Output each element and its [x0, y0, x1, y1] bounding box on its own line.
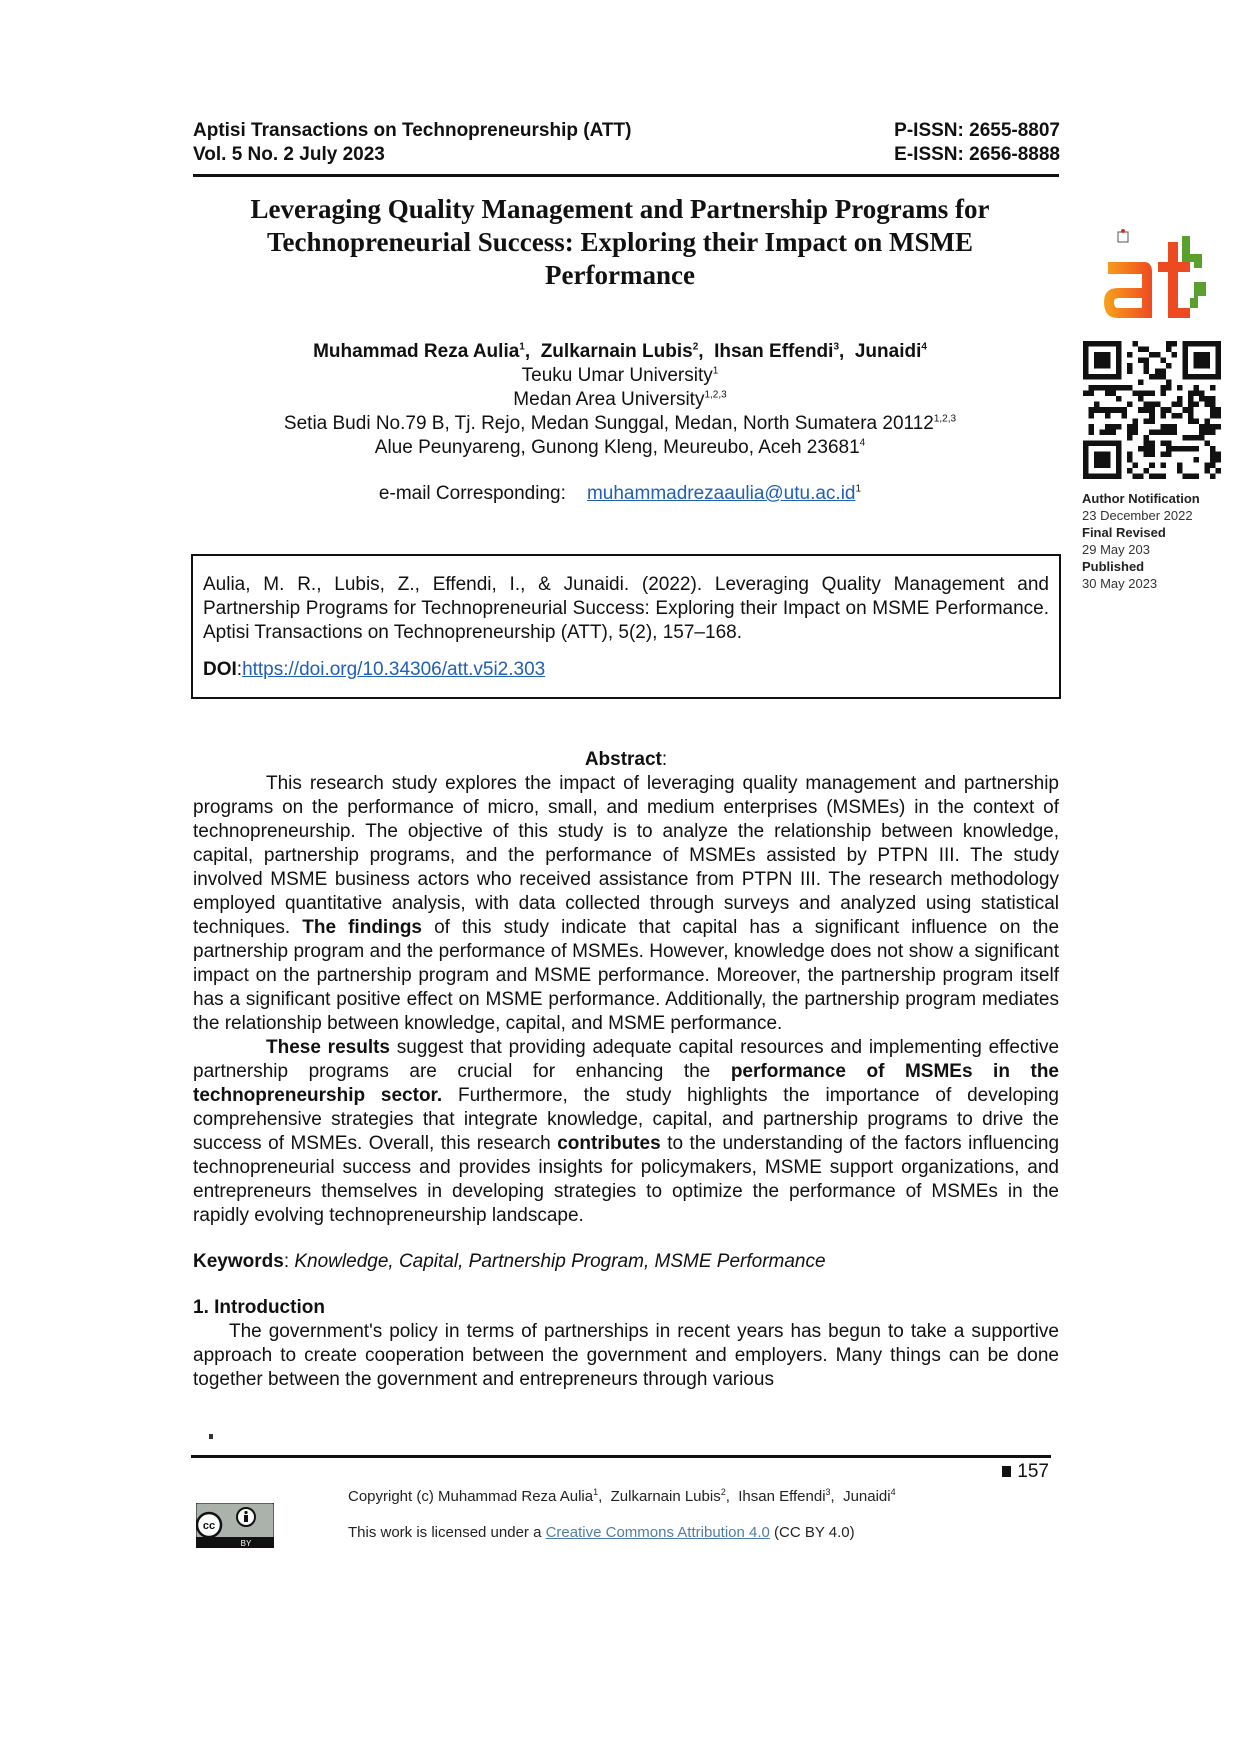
qr-module: [1182, 435, 1188, 441]
qr-module: [1210, 473, 1216, 479]
license-link[interactable]: Creative Commons Attribution 4.0: [545, 1524, 770, 1541]
date-label: Published: [1082, 559, 1145, 574]
qr-module: [1149, 429, 1155, 435]
qr-module: [1166, 451, 1172, 457]
qr-module: [1127, 402, 1133, 408]
abstract-emphasis: performance of MSMEs in the technopreneurship sector.: [193, 1061, 1059, 1106]
abstract-text: This research study explores the impact of leveraging quality management and partnership programs on the performance of micro, small, and medium enterprises (MSMEs) in the context of technopreneurship. The objective of this study is to analyze the relationship between knowledge, capital, partnership programs, and the performance of MSMEs assisted by PTPN III. The study involved MSME business actors who received assistance from PTPN III. The research methodology employed quantitative analysis, with data collected through surveys and analyzed using statistical techniques.: [193, 773, 1059, 938]
affiliation-marker: 4: [859, 437, 866, 449]
qr-module: [1105, 429, 1111, 435]
copyright-author: Junaidi: [843, 1488, 891, 1505]
abstract-text: Furthermore, the study highlights the importance of developing comprehensive strategies that integrate knowledge, capital, and partnership programs to drive the success of MSMEs. Overall, this research: [193, 1085, 1059, 1154]
abstract-emphasis: contributes: [557, 1133, 661, 1154]
qr-module: [1177, 468, 1183, 474]
qr-module: [1122, 413, 1128, 419]
qr-module: [1149, 352, 1155, 358]
footer-divider: [191, 1455, 1051, 1458]
citation-text: Aulia, M. R., Lubis, Z., Effendi, I., & Junaidi. (2022). Leveraging Quality Management and Partnership Programs for Technopreneurial Success: Exploring their Impact on MSME Performance. Aptisi Transactions on Technopreneurship (ATT), 5(2), 157–168.: [203, 574, 1049, 643]
qr-module: [1089, 413, 1095, 419]
qr-module: [1188, 435, 1194, 441]
address: [200, 412, 1040, 436]
qr-module: [1083, 391, 1089, 397]
qr-module: [1210, 462, 1216, 468]
author-names: Muhammad Reza Aulia$^1$, Zulkarnain Lubis$^2$, Ihsan Effendi$^3$, Junaidi$^4$: [313, 341, 927, 362]
book-icon: [1118, 229, 1128, 242]
qr-module: [1160, 440, 1166, 446]
qr-module: [1094, 385, 1100, 391]
qr-module: [1127, 429, 1133, 435]
qr-module: [1127, 451, 1133, 457]
qr-module: [1133, 473, 1139, 479]
author-name: Muhammad Reza Aulia: [313, 341, 520, 362]
affiliation-marker: 1: [855, 483, 862, 495]
qr-module: [1210, 413, 1216, 419]
affiliation-marker: 3: [833, 341, 839, 353]
qr-module: [1116, 396, 1122, 402]
qr-module: [1210, 396, 1216, 402]
affiliation-marker: 1: [593, 1487, 599, 1497]
doi-link[interactable]: https://doi.org/10.34306/att.v5i2.303: [242, 659, 546, 680]
qr-module: [1144, 402, 1150, 408]
abstract-text: to the understanding of the factors influencing technopreneurial success and provides insights for policymakers, MSME support organizations, and entrepreneurs themselves in developing strategies to optimize the performance of MSMEs in the rapidly evolving technopreneurship landscape.: [193, 1133, 1060, 1226]
att-logo: [1098, 228, 1214, 332]
corresponding-email: [200, 482, 1040, 506]
qr-module: [1144, 407, 1150, 413]
qr-module: [1210, 457, 1216, 463]
qr-module: [1160, 374, 1166, 380]
qr-module: [1204, 418, 1210, 424]
qr-module: [1171, 402, 1177, 408]
qr-module: [1171, 352, 1177, 358]
title-line: Performance: [545, 260, 695, 290]
qr-module: [1133, 341, 1139, 347]
qr-module: [1149, 473, 1155, 479]
qr-module: [1100, 429, 1106, 435]
qr-module: [1215, 468, 1221, 474]
attribution-icon: [237, 1508, 255, 1526]
qr-module: [1116, 385, 1122, 391]
qr-module: [1144, 418, 1150, 424]
qr-module: [1171, 341, 1177, 347]
qr-module: [1193, 435, 1199, 441]
affiliation-marker: 1: [712, 365, 719, 377]
qr-module: [1116, 424, 1122, 430]
abstract-paragraph: [193, 772, 1059, 1036]
qr-module: [1144, 347, 1150, 353]
qr-module: [1210, 446, 1216, 452]
qr-module: [1204, 429, 1210, 435]
affiliation-name: Teuku Umar University: [521, 365, 713, 386]
qr-module: [1193, 391, 1199, 397]
title-line: Leveraging Quality Management and Partnership Programs for: [250, 194, 990, 224]
keywords-values: Knowledge, Capital, Partnership Program, MSME Performance: [294, 1251, 826, 1272]
date-label: Author Notification: [1082, 491, 1200, 506]
qr-module: [1166, 429, 1172, 435]
qr-module: [1138, 446, 1144, 452]
qr-module: [1215, 457, 1221, 463]
address-text: Setia Budi No.79 B, Tj. Rejo, Medan Sunggal, Medan, North Sumatera 20112: [283, 413, 934, 434]
affiliation: [200, 364, 1040, 388]
page-number: [1002, 1461, 1049, 1483]
qr-module: [1127, 468, 1133, 474]
author-name: Ihsan Effendi: [714, 341, 834, 362]
qr-module: [1193, 402, 1199, 408]
qr-module: [1160, 462, 1166, 468]
abstract-emphasis: These results: [266, 1037, 390, 1058]
affiliation-marker: 1: [519, 341, 525, 353]
footnote-marker: [209, 1434, 213, 1439]
qr-module: [1210, 402, 1216, 408]
qr-module: [1171, 429, 1177, 435]
qr-module: [1138, 473, 1144, 479]
email-link[interactable]: muhammadrezaaulia@utu.ac.id: [586, 483, 856, 504]
qr-module: [1160, 429, 1166, 435]
copyright-text: Copyright (c) Muhammad Reza Aulia: [348, 1488, 594, 1505]
qr-module: [1188, 407, 1194, 413]
qr-module: [1166, 385, 1172, 391]
abstract-paragraph: [193, 1036, 1059, 1228]
qr-module: [1210, 385, 1216, 391]
svg-text:cc: cc: [202, 1520, 216, 1532]
qr-module: [1138, 391, 1144, 397]
qr-module: [1133, 391, 1139, 397]
qr-module: [1199, 391, 1205, 397]
qr-module: [1149, 418, 1155, 424]
abstract-emphasis: The findings: [302, 917, 422, 938]
qr-module: [1188, 418, 1194, 424]
qr-module: [1166, 363, 1172, 369]
qr-module: [1138, 380, 1144, 386]
doi-line: DOI:https://doi.org/10.34306/att.v5i2.303: [203, 659, 546, 680]
qr-module: [1215, 424, 1221, 430]
qr-module: [1171, 446, 1177, 452]
abstract-heading-text: Abstract: [584, 749, 662, 770]
qr-module: [1204, 396, 1210, 402]
journal-name: Aptisi Transactions on Technopreneurship (ATT): [193, 120, 632, 141]
qr-module: [1094, 402, 1100, 408]
keywords-label: Keywords: [193, 1251, 284, 1272]
qr-module: [1133, 424, 1139, 430]
qr-module: [1100, 407, 1106, 413]
affiliation-marker: 1,2,3: [933, 413, 957, 425]
qr-module: [1171, 424, 1177, 430]
qr-finder-pattern: [1083, 341, 1122, 380]
copyright-author: Zulkarnain Lubis: [610, 1488, 721, 1505]
qr-module: [1160, 385, 1166, 391]
journal-volume: Vol. 5 No. 2 July 2023: [193, 144, 385, 165]
qr-module: [1127, 424, 1133, 430]
qr-module: [1160, 391, 1166, 397]
qr-module: [1138, 358, 1144, 364]
qr-module: [1182, 473, 1188, 479]
qr-module: [1215, 413, 1221, 419]
journal-header: [193, 119, 631, 167]
qr-module: [1089, 391, 1095, 397]
qr-module: [1160, 407, 1166, 413]
date-value: 29 May 203: [1082, 542, 1150, 557]
qr-module: [1188, 446, 1194, 452]
qr-module: [1155, 374, 1161, 380]
qr-module: [1144, 369, 1150, 375]
qr-module: [1111, 424, 1117, 430]
qr-module: [1127, 385, 1133, 391]
p-issn: P-ISSN: 2655-8807: [894, 120, 1060, 141]
paper-title: [200, 193, 1040, 292]
qr-module: [1210, 407, 1216, 413]
qr-module: [1122, 407, 1128, 413]
affiliation-marker: 4: [921, 341, 927, 353]
affiliation-marker: 2: [692, 341, 699, 353]
qr-module: [1177, 396, 1183, 402]
qr-module: [1210, 451, 1216, 457]
qr-module: [1160, 358, 1166, 364]
title-line: Technopreneurial Success: Exploring their Impact on MSME: [266, 227, 974, 257]
qr-module: [1160, 451, 1166, 457]
qr-module: [1138, 347, 1144, 353]
author-name: Junaidi: [854, 341, 922, 362]
qr-module: [1188, 402, 1194, 408]
qr-module: [1138, 407, 1144, 413]
e-issn: E-ISSN: 2656-8888: [894, 144, 1060, 165]
keywords: Keywords: Knowledge, Capital, Partnership Program, MSME Performance: [193, 1251, 826, 1272]
qr-module: [1204, 440, 1210, 446]
qr-module: [1177, 402, 1183, 408]
qr-module: [1188, 396, 1194, 402]
address-text: Alue Peunyareng, Gunong Kleng, Meureubo, Aceh 23681: [374, 437, 860, 458]
qr-module: [1193, 457, 1199, 463]
qr-module: [1188, 413, 1194, 419]
qr-module: [1166, 440, 1172, 446]
qr-module: [1166, 407, 1172, 413]
qr-module: [1133, 429, 1139, 435]
qr-module: [1166, 446, 1172, 452]
qr-module: [1105, 413, 1111, 419]
qr-module: [1089, 407, 1095, 413]
qr-module: [1155, 429, 1161, 435]
affiliation-marker: 3: [825, 1487, 831, 1497]
qr-module: [1204, 462, 1210, 468]
cc-icon: [197, 1513, 221, 1537]
square-bullet-icon: [1002, 1466, 1011, 1477]
qr-module: [1171, 413, 1177, 419]
qr-module: [1105, 385, 1111, 391]
qr-module: [1188, 473, 1194, 479]
qr-module: [1127, 352, 1133, 358]
qr-module: [1155, 352, 1161, 358]
qr-module: [1127, 369, 1133, 375]
qr-module: [1105, 407, 1111, 413]
page-number-text: 157: [1017, 1461, 1049, 1482]
email-label: e-mail Corresponding:: [378, 483, 566, 504]
qr-module: [1149, 451, 1155, 457]
qr-module: [1204, 402, 1210, 408]
qr-module: [1089, 385, 1095, 391]
qr-module: [1177, 385, 1183, 391]
affiliation-marker: 1,2,3: [704, 389, 727, 401]
qr-module: [1105, 424, 1111, 430]
affiliation-marker: 4: [890, 1487, 896, 1497]
doi-label: DOI: [203, 659, 237, 680]
qr-module: [1177, 413, 1183, 419]
publication-dates: [1082, 490, 1200, 592]
abstract-heading: Abstract:: [584, 749, 668, 770]
qr-module: [1089, 424, 1095, 430]
qr-module: [1111, 385, 1117, 391]
address: [200, 436, 1040, 460]
qr-module: [1199, 424, 1205, 430]
qr-module: [1144, 451, 1150, 457]
license-notice: [348, 1524, 855, 1541]
qr-module: [1193, 385, 1199, 391]
qr-module: [1160, 424, 1166, 430]
qr-module: [1177, 446, 1183, 452]
qr-module: [1144, 363, 1150, 369]
copyright-author: Ihsan Effendi: [738, 1488, 826, 1505]
qr-module: [1210, 424, 1216, 430]
qr-module: [1210, 429, 1216, 435]
qr-module: [1160, 369, 1166, 375]
qr-module: [1177, 462, 1183, 468]
qr-module: [1155, 473, 1161, 479]
citation-box: [191, 554, 1061, 699]
cc-by-label: BY: [240, 1539, 252, 1548]
affiliation: [200, 388, 1040, 412]
qr-module: [1127, 363, 1133, 369]
qr-module: [1166, 341, 1172, 347]
qr-module: [1144, 391, 1150, 397]
qr-module: [1144, 468, 1150, 474]
qr-module: [1182, 407, 1188, 413]
qr-module: [1215, 407, 1221, 413]
qr-module: [1149, 402, 1155, 408]
qr-module: [1204, 468, 1210, 474]
qr-module: [1199, 435, 1205, 441]
abstract-section: [193, 748, 1059, 1392]
qr-module: [1089, 429, 1095, 435]
qr-module: [1193, 446, 1199, 452]
qr-module: [1122, 385, 1128, 391]
qr-module: [1149, 440, 1155, 446]
qr-module: [1215, 451, 1221, 457]
qr-module: [1160, 473, 1166, 479]
qr-code[interactable]: [1083, 340, 1221, 480]
date-value: 30 May 2023: [1082, 576, 1158, 591]
qr-module: [1144, 435, 1150, 441]
abstract-text: of this study indicate that capital has a significant influence on the partnership program and the performance of MSMEs. However, knowledge does not show a significant impact on the partnership program and MSME performance. Moreover, the partnership program itself has a significant positive effect on MSME performance. Additionally, the partnership program mediates the relationship between knowledge, capital, and MSME performance.: [193, 917, 1060, 1034]
qr-module: [1188, 391, 1194, 397]
author-block: [200, 340, 1040, 506]
header-divider: [193, 174, 1059, 177]
qr-module: [1155, 369, 1161, 375]
qr-module: [1149, 391, 1155, 397]
qr-module: [1138, 396, 1144, 402]
qr-module: [1199, 396, 1205, 402]
qr-module: [1149, 374, 1155, 380]
author-name: Zulkarnain Lubis: [540, 341, 693, 362]
qr-module: [1182, 446, 1188, 452]
qr-module: [1204, 424, 1210, 430]
qr-module: [1105, 391, 1111, 397]
qr-module: [1166, 347, 1172, 353]
license-suffix: (CC BY 4.0): [774, 1524, 855, 1541]
qr-module: [1111, 429, 1117, 435]
qr-module: [1133, 462, 1139, 468]
qr-module: [1149, 462, 1155, 468]
license-text: This work is licensed under a: [348, 1524, 542, 1541]
qr-module: [1111, 407, 1117, 413]
qr-module: [1133, 418, 1139, 424]
abstract-text: suggest that providing adequate capital resources and implementing effective partnership programs are crucial for enhancing the: [193, 1037, 1060, 1082]
date-label: Final Revised: [1082, 525, 1166, 540]
qr-module: [1149, 446, 1155, 452]
qr-finder-pattern: [1182, 341, 1221, 380]
section-heading-introduction: 1. Introduction: [193, 1297, 325, 1318]
affiliation-name: Medan Area University: [513, 389, 705, 410]
qr-module: [1116, 407, 1122, 413]
qr-module: [1149, 407, 1155, 413]
cc-by-badge[interactable]: [196, 1503, 274, 1548]
qr-module: [1160, 413, 1166, 419]
qr-module: [1193, 473, 1199, 479]
qr-module: [1155, 402, 1161, 408]
introduction-paragraph: The government's policy in terms of partnerships in recent years has begun to take a supportive approach to create cooperation between the government and employers. Many things can be done together between the government and entrepreneurs through various: [193, 1321, 1059, 1390]
qr-module: [1166, 380, 1172, 386]
date-value: 23 December 2022: [1082, 508, 1193, 523]
qr-module: [1144, 446, 1150, 452]
qr-module: [1100, 385, 1106, 391]
qr-module: [1199, 429, 1205, 435]
qr-module: [1094, 407, 1100, 413]
qr-module: [1127, 435, 1133, 441]
issn-block: [894, 119, 1060, 167]
qr-module: [1144, 440, 1150, 446]
qr-module: [1111, 391, 1117, 397]
copyright-notice: Copyright (c) Muhammad Reza Aulia$^1$, Zulkarnain Lubis$^2$, Ihsan Effendi$^3$, Junaidi$^4$: [348, 1487, 896, 1505]
qr-module: [1127, 457, 1133, 463]
qr-module: [1149, 413, 1155, 419]
qr-module: [1166, 424, 1172, 430]
qr-module: [1144, 358, 1150, 364]
qr-module: [1193, 418, 1199, 424]
affiliation-marker: 2: [720, 1487, 726, 1497]
qr-finder-pattern: [1083, 440, 1122, 479]
